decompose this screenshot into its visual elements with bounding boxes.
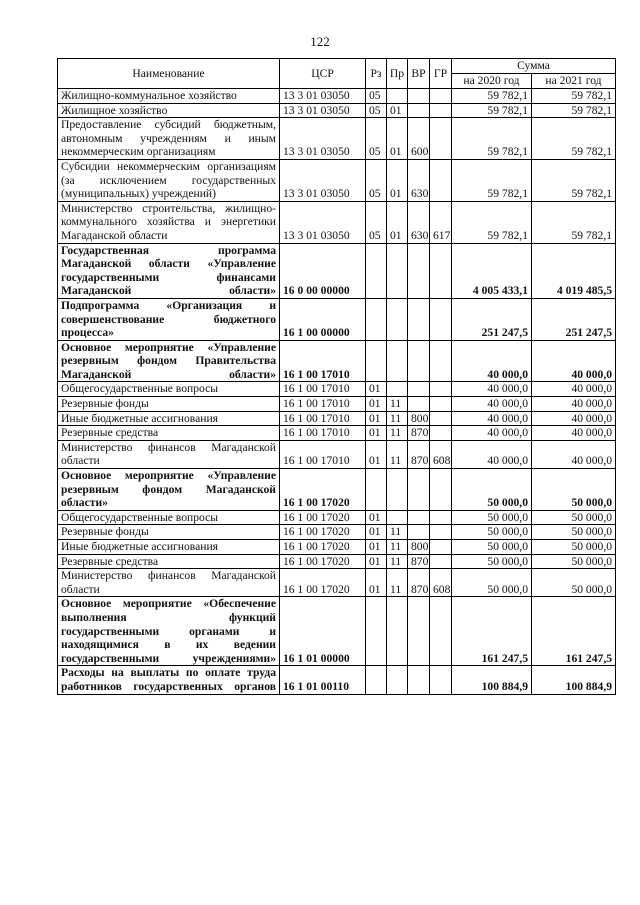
row-csr-cell: 16 0 00 00000 [280,243,366,298]
table-row [58,340,616,382]
row-csr-cell: 13 3 01 03050 [280,103,366,118]
row-rz-cell: 05 [366,103,387,118]
row-pr-cell [387,340,408,382]
row-pr-cell [387,89,408,104]
row-csr-cell: 13 3 01 03050 [280,89,366,104]
row-name-cell: Государственная программа Магаданской области «Управление государственными финансами Магаданской области» [58,243,280,298]
table-row [58,597,616,666]
table-row [58,666,616,694]
row-gr-cell [430,89,452,104]
row-name-cell: Жилищно-коммунальное хозяйство [58,89,280,104]
table-row [58,298,616,340]
row-sum-2020-cell: 40 000,0 [452,411,532,426]
row-rz-cell [366,340,387,382]
row-sum-2020-cell: 50 000,0 [452,569,532,597]
row-sum-2021-cell: 59 782,1 [532,118,616,160]
table-row [58,159,616,201]
row-vr-cell [408,243,430,298]
row-sum-2021-cell: 40 000,0 [532,426,616,441]
row-csr-cell: 13 3 01 03050 [280,201,366,243]
table-row [58,525,616,540]
row-rz-cell [366,243,387,298]
row-gr-cell [430,426,452,441]
row-csr-cell: 16 1 00 17010 [280,382,366,397]
row-gr-cell [430,540,452,555]
row-vr-cell [408,469,430,511]
header-name: Наименование [58,59,280,89]
row-pr-cell: 11 [387,440,408,468]
row-pr-cell: 01 [387,103,408,118]
table-row [58,382,616,397]
row-rz-cell: 05 [366,159,387,201]
row-rz-cell: 01 [366,440,387,468]
row-csr-cell: 16 1 00 17020 [280,554,366,569]
row-csr-cell: 16 1 00 17020 [280,469,366,511]
page-number: 122 [310,34,330,49]
row-vr-cell [408,298,430,340]
row-pr-cell: 01 [387,118,408,160]
row-gr-cell: 608 [430,569,452,597]
row-sum-2021-cell: 161 247,5 [532,597,616,666]
row-pr-cell: 01 [387,159,408,201]
row-sum-2020-cell: 50 000,0 [452,469,532,511]
row-rz-cell: 05 [366,89,387,104]
row-name-cell: Подпрограмма «Организация и совершенствование бюджетного процесса» [58,298,280,340]
row-pr-cell: 11 [387,540,408,555]
row-csr-cell: 16 1 00 17010 [280,397,366,412]
row-pr-cell [387,469,408,511]
row-gr-cell [430,411,452,426]
row-vr-cell [408,103,430,118]
row-gr-cell [430,382,452,397]
row-sum-2021-cell: 50 000,0 [532,554,616,569]
row-sum-2021-cell: 50 000,0 [532,469,616,511]
row-sum-2020-cell: 59 782,1 [452,89,532,104]
row-vr-cell: 630 [408,159,430,201]
table-row [58,426,616,441]
row-csr-cell: 16 1 00 17010 [280,411,366,426]
row-sum-2021-cell: 100 884,9 [532,666,616,694]
row-sum-2021-cell: 251 247,5 [532,298,616,340]
row-rz-cell: 01 [366,397,387,412]
row-gr-cell [430,118,452,160]
row-vr-cell [408,340,430,382]
row-gr-cell [430,340,452,382]
row-gr-cell [430,666,452,694]
row-vr-cell [408,666,430,694]
row-vr-cell [408,89,430,104]
header-gr: ГР [430,59,452,89]
row-gr-cell [430,554,452,569]
row-sum-2020-cell: 100 884,9 [452,666,532,694]
row-gr-cell [430,525,452,540]
row-name-cell: Резервные средства [58,426,280,441]
row-name-cell: Основное мероприятие «Обеспечение выполнения функций государственными органами и находящимися в их ведении государственными учреждениями» [58,597,280,666]
row-rz-cell [366,597,387,666]
table-row [58,569,616,597]
row-sum-2021-cell: 50 000,0 [532,569,616,597]
row-name-cell: Резервные фонды [58,397,280,412]
row-vr-cell [408,510,430,525]
table-row [58,540,616,555]
row-name-cell: Основное мероприятие «Управление резервным фондом Правительства Магаданской области» [58,340,280,382]
row-gr-cell: 617 [430,201,452,243]
table-row [58,103,616,118]
row-rz-cell: 01 [366,525,387,540]
table-row [58,89,616,104]
row-pr-cell [387,510,408,525]
row-gr-cell [430,159,452,201]
row-sum-2020-cell: 40 000,0 [452,426,532,441]
row-csr-cell: 16 1 01 00000 [280,597,366,666]
header-pr: Пр [387,59,408,89]
row-name-cell: Субсидии некоммерческим организациям (за исключением государственных (муниципальных) учреждений) [58,159,280,201]
row-csr-cell: 16 1 00 17010 [280,426,366,441]
row-sum-2021-cell: 59 782,1 [532,89,616,104]
row-rz-cell [366,298,387,340]
row-pr-cell: 11 [387,525,408,540]
row-csr-cell: 16 1 00 17020 [280,569,366,597]
row-pr-cell: 11 [387,426,408,441]
row-rz-cell: 01 [366,382,387,397]
row-sum-2021-cell: 59 782,1 [532,159,616,201]
header-year-2021: на 2021 год [532,74,616,89]
table-row [58,440,616,468]
row-sum-2021-cell: 40 000,0 [532,440,616,468]
row-vr-cell: 800 [408,540,430,555]
row-name-cell: Жилищное хозяйство [58,103,280,118]
row-name-cell: Министерство финансов Магаданской области [58,569,280,597]
row-vr-cell [408,382,430,397]
row-sum-2020-cell: 40 000,0 [452,382,532,397]
row-sum-2021-cell: 40 000,0 [532,340,616,382]
row-sum-2021-cell: 40 000,0 [532,397,616,412]
row-csr-cell: 13 3 01 03050 [280,159,366,201]
row-pr-cell [387,382,408,397]
row-vr-cell: 630 [408,201,430,243]
row-sum-2020-cell: 251 247,5 [452,298,532,340]
row-csr-cell: 16 1 00 17010 [280,440,366,468]
row-sum-2020-cell: 50 000,0 [452,554,532,569]
row-rz-cell: 01 [366,554,387,569]
row-gr-cell: 608 [430,440,452,468]
row-csr-cell: 16 1 00 17020 [280,525,366,540]
row-pr-cell: 11 [387,397,408,412]
row-sum-2020-cell: 50 000,0 [452,525,532,540]
row-vr-cell: 870 [408,554,430,569]
row-pr-cell: 11 [387,554,408,569]
row-csr-cell: 16 1 00 17010 [280,340,366,382]
header-rz: Рз [366,59,387,89]
row-name-cell: Резервные фонды [58,525,280,540]
row-vr-cell [408,397,430,412]
row-pr-cell: 11 [387,411,408,426]
row-sum-2020-cell: 59 782,1 [452,118,532,160]
row-gr-cell [430,298,452,340]
row-gr-cell [430,510,452,525]
row-vr-cell: 870 [408,426,430,441]
header-sum: Сумма [452,59,616,74]
row-sum-2020-cell: 59 782,1 [452,159,532,201]
row-vr-cell [408,525,430,540]
table-row [58,397,616,412]
row-gr-cell [430,469,452,511]
row-name-cell: Основное мероприятие «Управление резервным фондом Магаданской области» [58,469,280,511]
row-sum-2020-cell: 50 000,0 [452,540,532,555]
table-row [58,118,616,160]
row-rz-cell [366,666,387,694]
row-pr-cell [387,666,408,694]
row-sum-2021-cell: 50 000,0 [532,525,616,540]
row-sum-2020-cell: 59 782,1 [452,103,532,118]
row-vr-cell [408,597,430,666]
header-year-2020: на 2020 год [452,74,532,89]
table-row [58,469,616,511]
row-csr-cell: 16 1 01 00110 [280,666,366,694]
row-sum-2020-cell: 59 782,1 [452,201,532,243]
row-sum-2020-cell: 40 000,0 [452,440,532,468]
row-rz-cell: 01 [366,411,387,426]
row-rz-cell: 01 [366,540,387,555]
row-gr-cell [430,597,452,666]
row-name-cell: Общегосударственные вопросы [58,510,280,525]
row-pr-cell [387,597,408,666]
row-vr-cell: 870 [408,440,430,468]
row-name-cell: Министерство финансов Магаданской области [58,440,280,468]
row-sum-2021-cell: 50 000,0 [532,540,616,555]
row-sum-2021-cell: 59 782,1 [532,201,616,243]
row-gr-cell [430,243,452,298]
row-rz-cell: 05 [366,118,387,160]
row-rz-cell [366,469,387,511]
row-sum-2020-cell: 40 000,0 [452,340,532,382]
row-rz-cell: 01 [366,569,387,597]
row-name-cell: Иные бюджетные ассигнования [58,411,280,426]
row-csr-cell: 16 1 00 17020 [280,540,366,555]
row-name-cell: Министерство строительства, жилищно-коммунального хозяйства и энергетики Магаданской области [58,201,280,243]
row-vr-cell: 870 [408,569,430,597]
row-name-cell: Общегосударственные вопросы [58,382,280,397]
row-name-cell: Предоставление субсидий бюджетным, автономным учреждениям и иным некоммерческим организациям [58,118,280,160]
row-rz-cell: 01 [366,426,387,441]
row-rz-cell: 05 [366,201,387,243]
row-name-cell: Резервные средства [58,554,280,569]
row-gr-cell [430,397,452,412]
row-sum-2020-cell: 50 000,0 [452,510,532,525]
row-sum-2020-cell: 161 247,5 [452,597,532,666]
table-row [58,554,616,569]
row-sum-2021-cell: 59 782,1 [532,103,616,118]
row-name-cell: Расходы на выплаты по оплате труда работников государственных органов [58,666,280,694]
table-body [58,89,616,695]
table-row [58,243,616,298]
row-pr-cell [387,243,408,298]
header-csr: ЦСР [280,59,366,89]
row-csr-cell: 16 1 00 00000 [280,298,366,340]
row-sum-2020-cell: 40 000,0 [452,397,532,412]
table-row [58,411,616,426]
row-rz-cell: 01 [366,510,387,525]
row-vr-cell: 600 [408,118,430,160]
table-row [58,201,616,243]
row-pr-cell [387,298,408,340]
row-sum-2021-cell: 40 000,0 [532,382,616,397]
row-sum-2021-cell: 40 000,0 [532,411,616,426]
header-vr: ВР [408,59,430,89]
row-csr-cell: 16 1 00 17020 [280,510,366,525]
row-gr-cell [430,103,452,118]
table-header [58,59,616,89]
row-csr-cell: 13 3 01 03050 [280,118,366,160]
row-vr-cell: 800 [408,411,430,426]
budget-table [57,58,616,695]
row-pr-cell: 11 [387,569,408,597]
row-sum-2021-cell: 50 000,0 [532,510,616,525]
row-pr-cell: 01 [387,201,408,243]
row-name-cell: Иные бюджетные ассигнования [58,540,280,555]
row-sum-2020-cell: 4 005 433,1 [452,243,532,298]
row-sum-2021-cell: 4 019 485,5 [532,243,616,298]
table-row [58,510,616,525]
